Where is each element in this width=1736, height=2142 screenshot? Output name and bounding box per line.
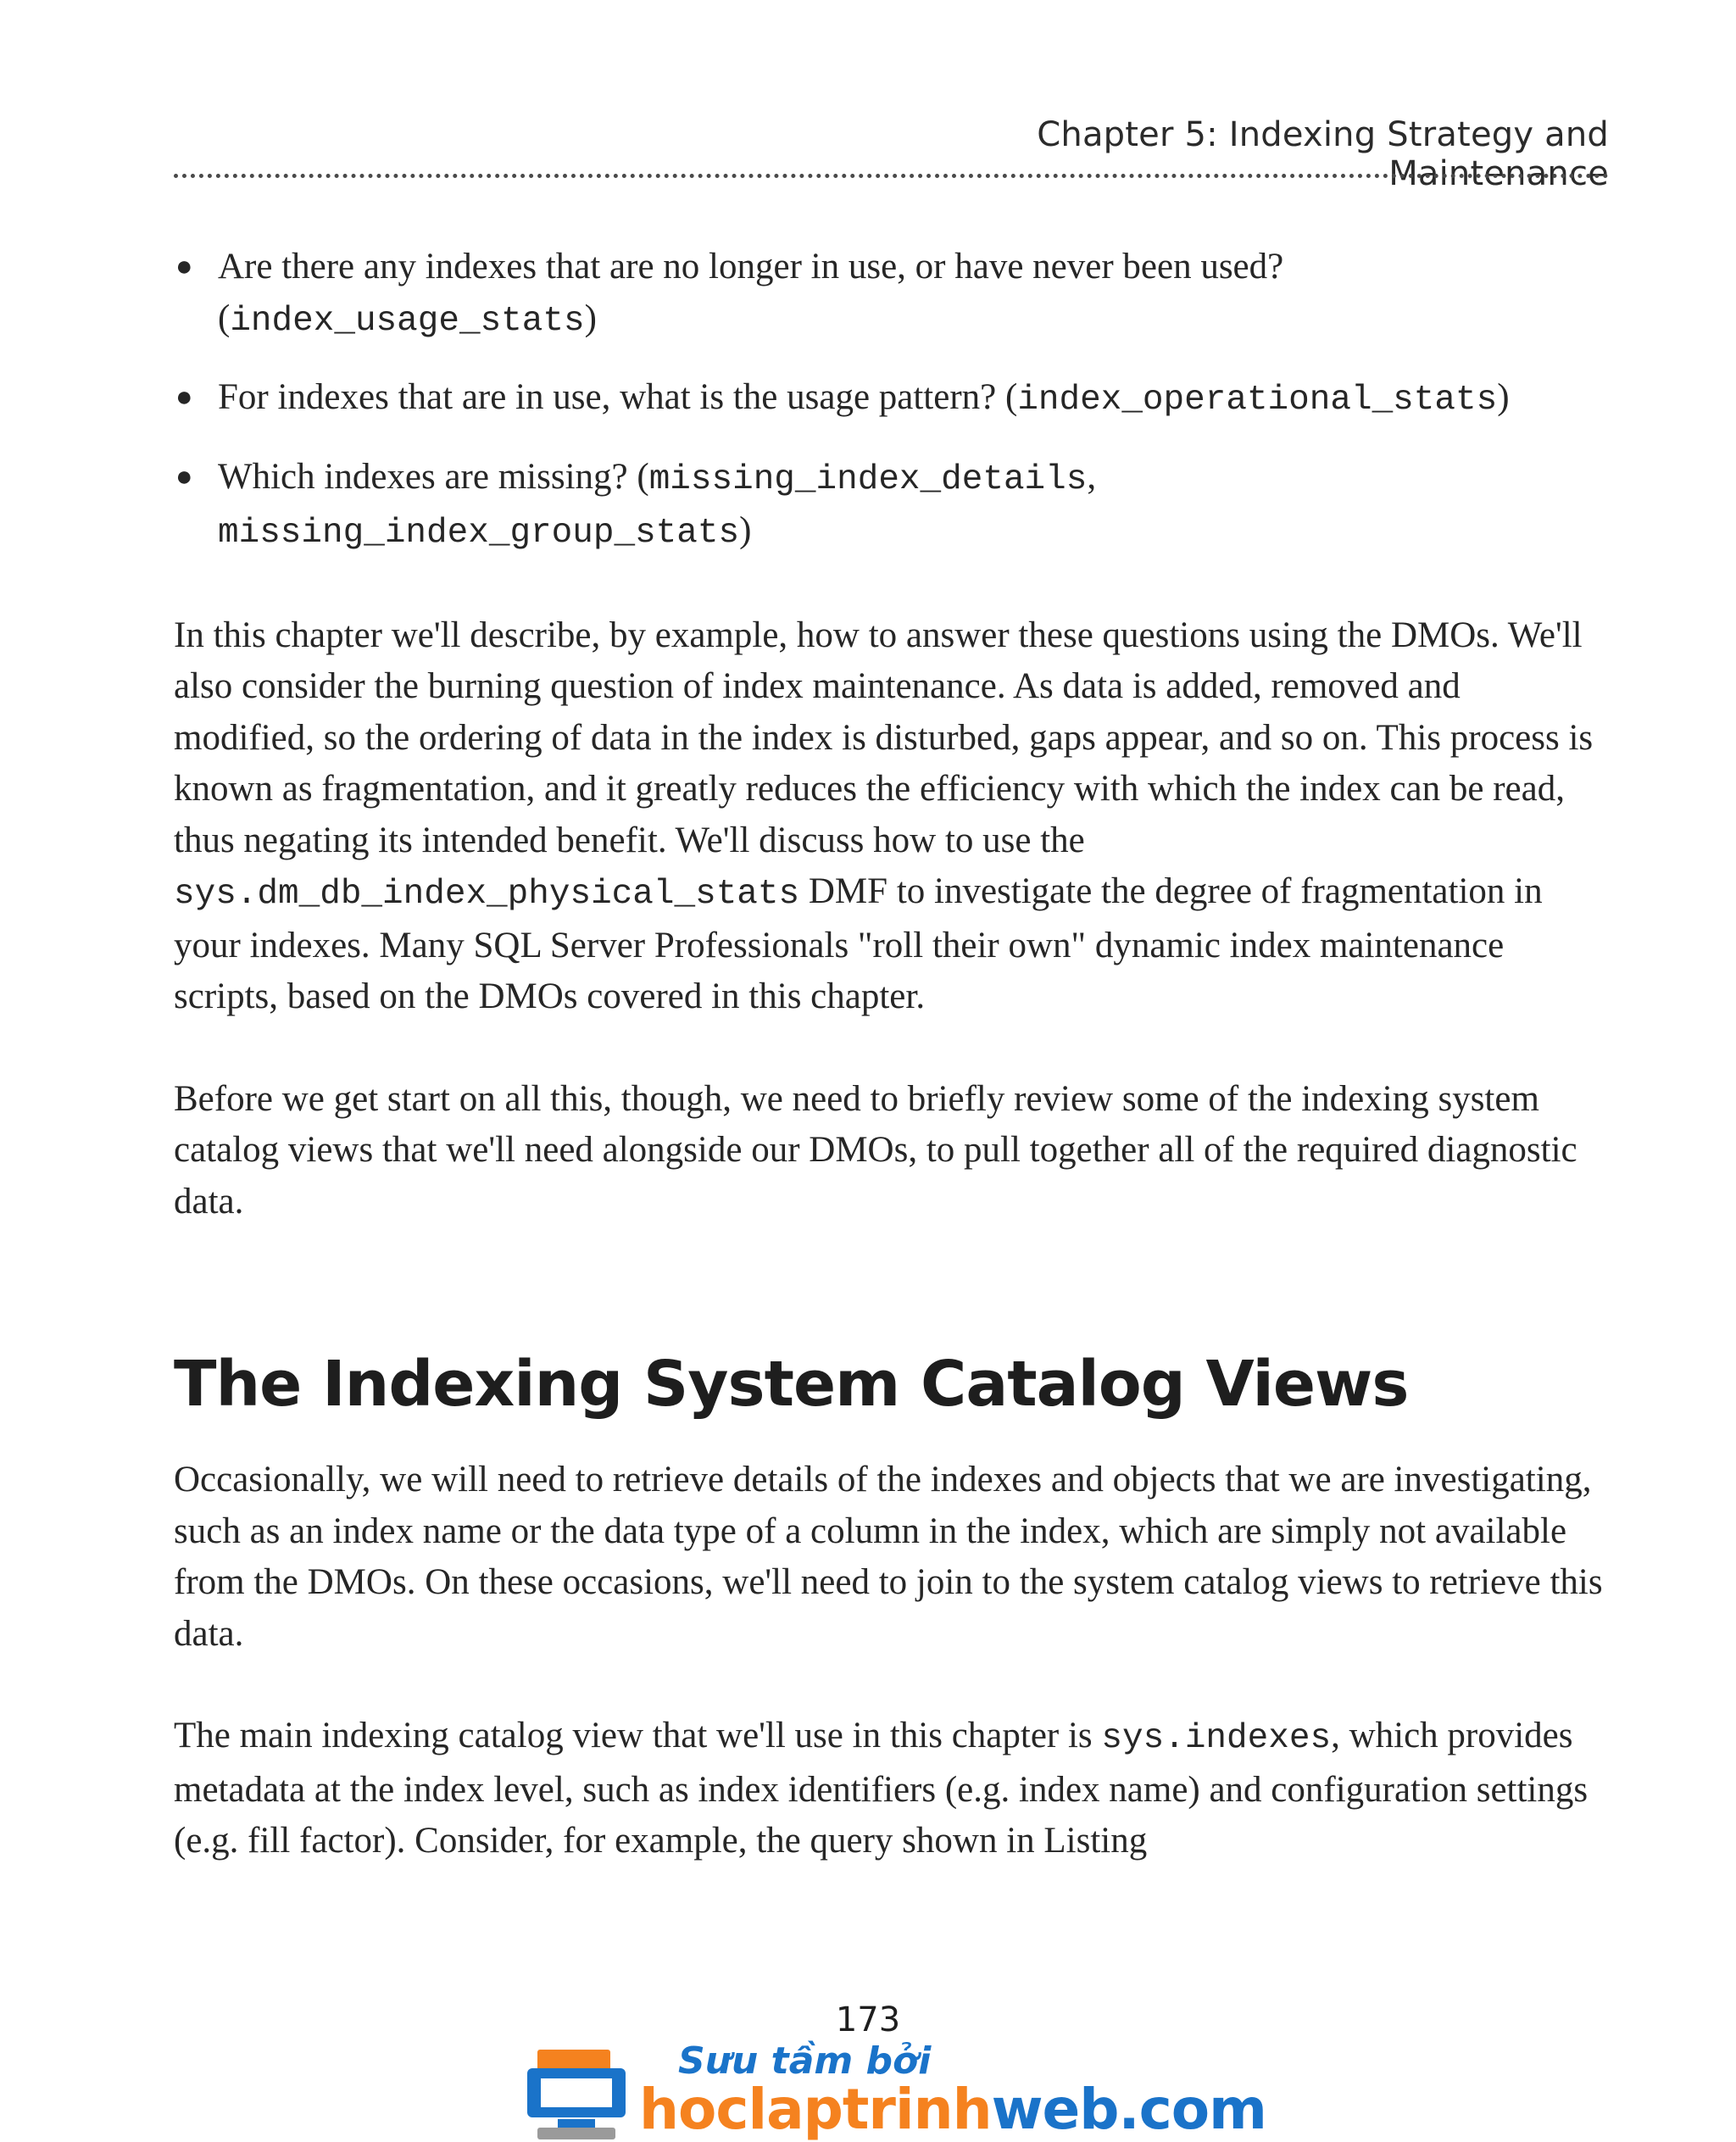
list-item-separator: , bbox=[1087, 456, 1097, 497]
main-text-2: , which provides metadata at the index level, such as index identifiers (e.g. index name) and configuration settings (e.g. fill factor). Consider, for example, the query shown in Listing bbox=[174, 1716, 1589, 1861]
bullet-icon: ● bbox=[175, 251, 193, 282]
list-item bbox=[174, 372, 1609, 426]
list-item-text: Are there any indexes that are no longer in use, or have never been used? ( bbox=[218, 247, 1284, 338]
header-dotted-rule bbox=[174, 174, 1609, 178]
watermark-brand-part1: hoclaptrinh bbox=[639, 2077, 992, 2142]
code-physical-stats: sys.dm_db_index_physical_stats bbox=[174, 875, 800, 914]
list-item-close: ) bbox=[1497, 377, 1510, 417]
list-item bbox=[174, 242, 1609, 347]
intro-paragraph bbox=[174, 610, 1609, 1023]
code-sys-indexes: sys.indexes bbox=[1101, 1719, 1332, 1758]
main-catalog-paragraph bbox=[174, 1711, 1609, 1867]
list-item-text: For indexes that are in use, what is the usage pattern? ( bbox=[218, 377, 1018, 417]
code-missing-index-details: missing_index_details bbox=[648, 459, 1088, 499]
main-text-1: The main indexing catalog view that we'll use in this chapter is bbox=[174, 1716, 1102, 1755]
question-list bbox=[174, 242, 1609, 559]
code-index-usage-stats: index_usage_stats bbox=[230, 301, 585, 341]
page-number: 173 bbox=[835, 2000, 901, 2039]
intro-text-1: In this chapter we'll describe, by example, how to answer these questions using the DMOs. We'll also consider the burning question of index maintenance. As data is added, removed and modified, so the ordering of data in the index is disturbed, gaps appear, and so on. This process is known as fragmentation, and it greatly reduces the efficiency with which the index can be read, thus negating its intended benefit. We'll discuss how to use the bbox=[174, 615, 1594, 860]
watermark-brand-part2: web.com bbox=[991, 2077, 1266, 2142]
occasionally-paragraph: Occasionally, we will need to retrieve details of the indexes and objects that we are investigating, such as an index name or the data type of a column in the index, which are simply not available from the DMOs. On these occasions, we'll need to join to the system catalog views to retrieve this data. bbox=[174, 1460, 1603, 1654]
page-content bbox=[174, 242, 1609, 1867]
list-item bbox=[174, 452, 1609, 559]
before-paragraph: Before we get start on all this, though, we need to briefly review some of the indexing system catalog views that we'll need alongside our DMOs, to pull together all of the required diagnostic data. bbox=[174, 1078, 1577, 1221]
section-heading: The Indexing System Catalog Views bbox=[174, 1348, 1409, 1421]
running-header: Chapter 5: Indexing Strategy and Maintenance bbox=[1037, 115, 1609, 193]
watermark-logo bbox=[527, 2036, 1266, 2142]
bullet-icon: ● bbox=[175, 460, 193, 492]
watermark-tagline: Sưu tầm bởi bbox=[678, 2039, 932, 2083]
monitor-logo-icon bbox=[527, 2050, 626, 2141]
intro-text-2: DMF to investigate the degree of fragmentation in your indexes. Many SQL Server Professionals "roll their own" dynamic index maintenance scripts, based on the DMOs covered in this chapter. bbox=[174, 871, 1543, 1016]
list-item-text: Which indexes are missing? ( bbox=[218, 456, 649, 497]
list-item-close: ) bbox=[584, 298, 597, 338]
bullet-icon: ● bbox=[175, 381, 193, 413]
code-index-operational-stats: index_operational_stats bbox=[1017, 381, 1498, 420]
watermark-brand bbox=[639, 2077, 1266, 2142]
list-item-close: ) bbox=[739, 510, 752, 550]
code-missing-index-group-stats: missing_index_group_stats bbox=[218, 514, 740, 553]
